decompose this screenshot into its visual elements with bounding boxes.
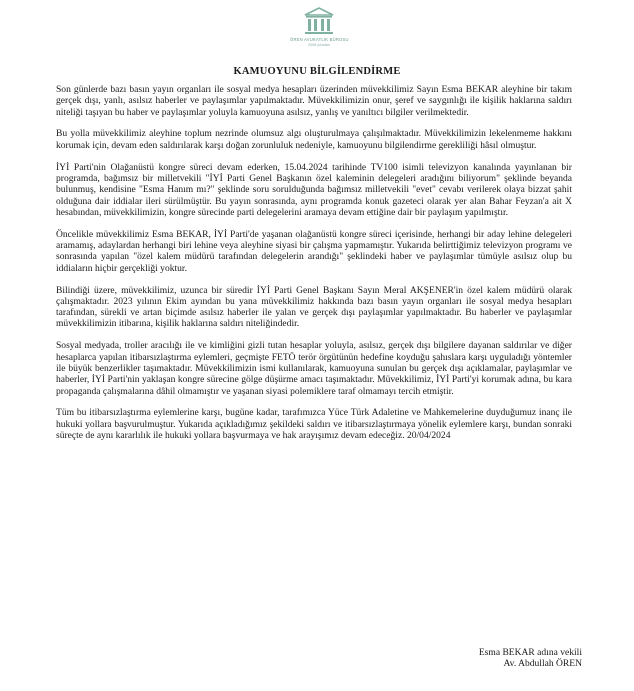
signature-line: Esma BEKAR adına vekili — [478, 647, 582, 658]
signature-block — [479, 647, 582, 670]
logo-text: ÖREN AVUKATLIK BÜROSU — [290, 37, 349, 42]
document-title: KAMUOYUNU BİLGİLENDİRME — [233, 66, 401, 77]
law-office-logo — [290, 6, 348, 52]
logo-subtext: 2008 yılından — [308, 43, 330, 47]
signature-name: Av. Abdullah ÖREN — [503, 658, 582, 670]
paragraph: Bilindiği üzere, müvekkilimiz, uzunca bir süredir İYİ Parti Genel Başkanı Sayın Meral AKŞENER'in özel kalem müdürü olarak çalışmaktadır. 2023 yılının Ekim ayından bu yana müvekkilimiz hakkında bazı basın yayın organları ile sosyal medya hesapları tarafından, sürekli ve artan biçimde asılsız haberler ile yalan ve gerçek dışı paylaşımlar yapılmaktadır. Bu haberler ve paylaşımlar müvekkilimizin itibarına, kişilik haklarına saldırı niteliğindedir. — [56, 284, 572, 330]
paragraph: Öncelikle müvekkilimiz Esma BEKAR, İYİ Parti'de yaşanan olağanüstü kongre süreci içerisinde, herhangi bir aday lehine delegeleri aramamış, adaylardan herhangi biri lehine veya aleyhine siyasi bir çalışma yapmamıştır. Yukarıda belirttiğimiz televizyon programı ve sonrasında yapılan "özel kalem müdürü tarafından delegelerin arandığı" şeklindeki haber ve paylaşımlar tümüyle asılsız olup bu iddiaların hiçbir gerçekliği yoktur. — [56, 228, 572, 274]
paragraph: Tüm bu itibarsızlaştırma eylemlerine karşı, bugüne kadar, tarafımızca Yüce Türk Adaletine ve Mahkemelerine duyduğumuz inanç ile hukuki yollara başvurulmuştur. Yukarıda açıkladığımız şekildeki saldırı ve itibarsızlaştırmaya yönelik eylemlere karşı, bundan sonraki süreçte de aynı kararlılık ile hukuki yollara başvurmaya ve hak arayışımız devam edeceğiz. 20/04/2024 — [56, 407, 572, 441]
paragraph: Sosyal medyada, troller aracılığı ile ve kimliğini gizli tutan hesaplar yoluyla, asılsız, gerçek dışı bilgilere dayanan saldırılar ve diğer hesaplarca yapılan itibarsızlaştırma eylemleri, geçmişte FETÖ terör örgütünün hedefine koyduğu şahıslara karşı uyguladığı yöntemler ile büyük benzerlikler taşımaktadır. Müvekkilimizin ismi kullanılarak, kamuoyuna sunulan bu gerçek dışı açıklamalar, paylaşımlar ve haberler, İYİ Parti'nin yaklaşan kongre sürecine gölge düşürme amacı taşımaktadır. Müvekkilimiz, İYİ Parti'yi korumak adına, bu kara propaganda çalışmalarına dâhil olmamıştır ve yaşanan siyasi polemiklere taraf olmamayı tercih etmiştir. — [56, 340, 572, 397]
columns-logo-icon — [302, 6, 336, 36]
paragraph: Son günlerde bazı basın yayın organları ile sosyal medya hesapları üzerinden müvekkilimiz Sayın Esma BEKAR aleyhine bir takım gerçek dışı, yanlı, asılsız haberler ve paylaşımlar yapılmaktadır. Müvekkilimizin onur, şeref ve saygınlığı ile kişilik haklarına saldırı niteliği taşıyan bu haber ve paylaşımlar yoluyla kamuoyuna asılsız, yanlış ve yanıltıcı bilgiler verilmektedir. — [56, 84, 572, 118]
paragraph: İYİ Parti'nin Olağanüstü kongre süreci devam ederken, 15.04.2024 tarihinde TV100 isimli televizyon kanalında yayınlanan bir programda, bağımsız bir milletvekili "İYİ Parti Genel Başkanın özel kaleminin delegeleri aradığını biliyorum" şeklinde beyanda bulunmuş, kendisine "Esma Hanım mı?" şeklinde soru sorulduğunda bağımsız milletvekili "evet" cevabı verilerek olaya bizzat şahit olduğuna dair iddialar ileri sürülmüştür. Bu yayın sonrasında, aynı programda konuk gazeteci olarak yer alan Bahar Feyzan'a ait X hesabından, müvekkilimizin, kongre sürecinde parti delegelerini aramaya devam ettiğine dair bir paylaşım yapılmıştır. — [56, 161, 572, 218]
document-body — [56, 84, 572, 452]
paragraph: Bu yolla müvekkilimiz aleyhine toplum nezrinde olumsuz algı oluşturulmaya çalışılmaktadır. Müvekkilimizin lekelenmeme hakkını korumak için, devam eden saldırılarak karşı doğan zorunluluk nedeniyle, kamuoyunu bilgilendirme gerekliliği hâsıl olmuştur. — [56, 128, 572, 151]
